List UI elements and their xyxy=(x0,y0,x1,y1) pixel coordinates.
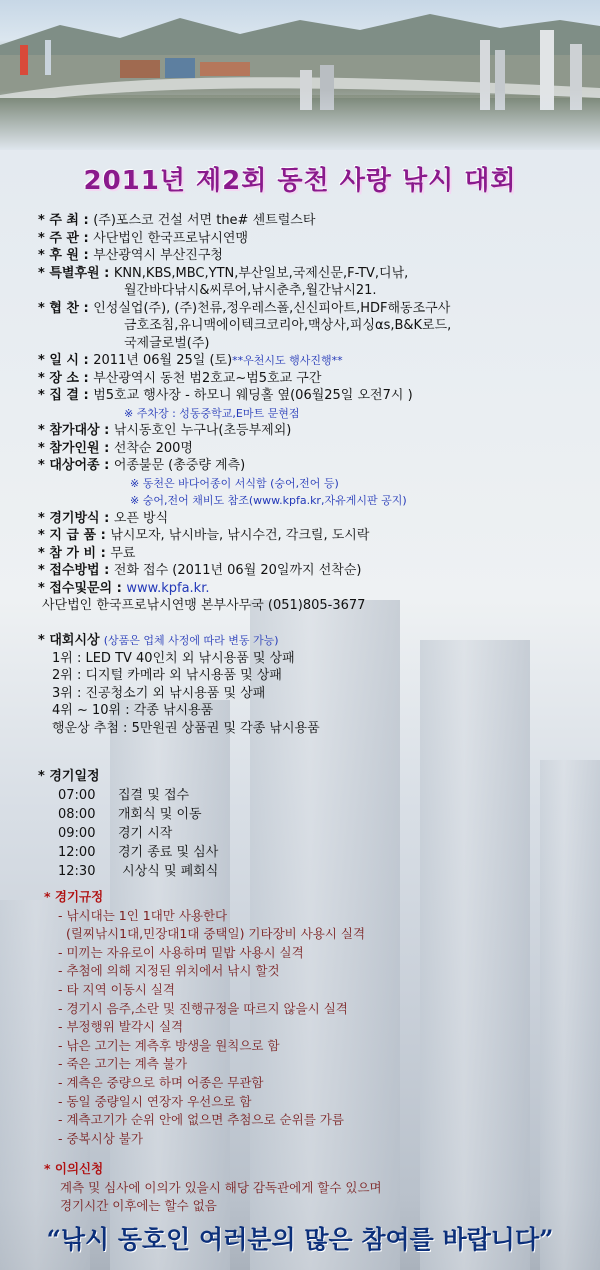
schedule-heading: * 경기일정 xyxy=(38,769,100,784)
rule-item: - 경기시 음주,소란 및 진행규정을 따르지 않을시 실격 xyxy=(58,1000,348,1016)
rule-item: - 타 지역 이동시 실격 xyxy=(58,981,176,997)
rules-section xyxy=(44,888,365,1148)
schedule-item: 09:00 경기 시작 xyxy=(58,825,173,841)
header-photo xyxy=(0,0,600,150)
awards-note: (상품은 업체 사정에 따라 변동 가능) xyxy=(103,634,279,647)
awards-section xyxy=(38,632,320,737)
award-item: 행운상 추첨 : 5만원권 상품권 및 각종 낚시용품 xyxy=(52,720,320,736)
objection-line: 계측 및 심사에 이의가 있을시 해당 감독관에게 할수 있으며 xyxy=(60,1179,382,1195)
objection-section xyxy=(44,1160,382,1216)
rule-item: - 계측고기가 순위 안에 없으면 추첨으로 순위를 가름 xyxy=(58,1112,344,1128)
rule-item: - 동일 중량일시 연장자 우선으로 함 xyxy=(58,1093,252,1109)
info-block xyxy=(38,212,451,615)
info-row-host: * 주 최 : (주)포스코 건설 서면 the# 센트럴스타 xyxy=(38,213,316,228)
award-item: 4위 ~ 10위 : 각종 낚시용품 xyxy=(52,703,214,718)
schedule-item: 12:00 경기 종료 및 심사 xyxy=(58,844,219,860)
info-row-date: * 일 시 : 2011년 06월 25일 (토)**우천시도 행사진행** xyxy=(38,353,343,368)
rule-item: - 중복시상 불가 xyxy=(58,1130,143,1146)
rain-note: **우천시도 행사진행** xyxy=(232,354,343,367)
rules-heading: * 경기규정 xyxy=(44,889,104,904)
info-row-registration: * 접수방법 : 전화 접수 (2011년 06월 20일까지 선착순) xyxy=(38,563,362,578)
parking-note: ※ 주차장 : 성동중학교,E마트 문현점 xyxy=(124,406,300,420)
info-row-species: * 대상어종 : 어종불문 (총중량 계측) xyxy=(38,458,246,473)
info-row-sponsors: * 협 찬 : 인성실업(주), (주)천류,정우레스폴,신신피아트,HDF해동조구사 xyxy=(38,300,451,316)
fish-note-2: ※ 숭어,전어 채비도 참조(www.kpfa.kr,자유게시판 공지) xyxy=(130,494,407,507)
info-row-supplies: * 지 급 품 : 낚시모자, 낚시바늘, 낚시수건, 각크릴, 도시락 xyxy=(38,528,370,543)
award-item: 1위 : LED TV 40인치 외 낚시용품 및 상패 xyxy=(52,650,295,666)
info-row-venue: * 장 소 : 부산광역시 동천 범2호교~범5호교 구간 xyxy=(38,370,322,386)
objection-line: 경기시간 이후에는 할수 없음 xyxy=(60,1198,217,1214)
rule-item: - 낚시대는 1인 1대만 사용한다 xyxy=(58,907,228,923)
schedule-item: 07:00 집결 및 접수 xyxy=(58,787,190,803)
info-row-gathering: * 집 결 : 범5호교 행사장 - 하모니 웨딩홀 옆(06월25일 오전7시 ) xyxy=(38,388,413,403)
info-row-sponsors-cont1: 금호조침,유니맥에이텍크코리아,맥상사,피싱αs,B&K로드, xyxy=(124,318,452,333)
rule-item: - 추첨에 의해 지정된 위치에서 낚시 할것 xyxy=(58,963,280,979)
schedule-item: 08:00 개회식 및 이동 xyxy=(58,806,202,822)
info-row-organizer: * 주 관 : 사단법인 한국프로낚시연맹 xyxy=(38,230,249,246)
info-row-target: * 참가대상 : 낚시동호인 누구나(초등부제외) xyxy=(38,423,292,438)
award-item: 2위 : 디지털 카메라 외 낚시용품 및 상패 xyxy=(52,668,282,683)
website-link[interactable]: www.kpfa.kr. xyxy=(126,580,210,596)
fish-note-1: ※ 동천은 바다어종이 서식함 (숭어,전어 등) xyxy=(130,476,339,490)
info-row-fee: * 참 가 비 : 무료 xyxy=(38,545,136,561)
objection-heading: * 이의신청 xyxy=(44,1161,104,1176)
info-row-special-sponsor: * 특별후원 : KNN,KBS,MBC,YTN,부산일보,국제신문,F-TV,디낚, xyxy=(38,265,409,281)
schedule-item: 12:30 시상식 및 폐회식 xyxy=(58,863,219,879)
info-row-capacity: * 참가인원 : 선착순 200명 xyxy=(38,440,193,456)
rule-item: - 미끼는 자유로이 사용하며 밑밥 사용시 실격 xyxy=(58,944,304,960)
info-row-inquiry: * 접수및문의 : www.kpfa.kr. xyxy=(38,580,210,596)
info-row-sponsors-cont2: 국제글로벌(주) xyxy=(124,335,210,351)
schedule-section xyxy=(38,768,218,881)
rule-item: - 계측은 중량으로 하며 어종은 무관함 xyxy=(58,1074,264,1090)
rule-item: - 낚은 고기는 계측후 방생을 원칙으로 함 xyxy=(58,1037,280,1053)
info-row-special-sponsor-cont: 월간바다낚시&씨루어,낚시춘추,월간낚시21. xyxy=(124,283,377,298)
info-row-method: * 경기방식 : 오픈 방식 xyxy=(38,510,169,526)
rule-item: (릴찌낚시1대,민장대1대 중택일) 기타장비 사용시 실격 xyxy=(58,926,366,942)
rule-item: - 죽은 고기는 계측 불가 xyxy=(58,1056,188,1072)
info-row-supporter: * 후 원 : 부산광역시 부산진구청 xyxy=(38,248,223,263)
awards-heading: * 대회시상 xyxy=(38,633,100,648)
closing-slogan: “낚시 동호인 여러분의 많은 참여를 바랍니다” xyxy=(46,1225,554,1254)
page-title: 2011년 제2회 동천 사랑 낚시 대회 xyxy=(83,166,517,196)
contact-line: 사단법인 한국프로낚시연맹 본부사무국 (051)805-3677 xyxy=(42,598,366,613)
award-item: 3위 : 진공청소기 외 낚시용품 및 상패 xyxy=(52,685,266,701)
rule-item: - 부정행위 발각시 실격 xyxy=(58,1019,184,1035)
